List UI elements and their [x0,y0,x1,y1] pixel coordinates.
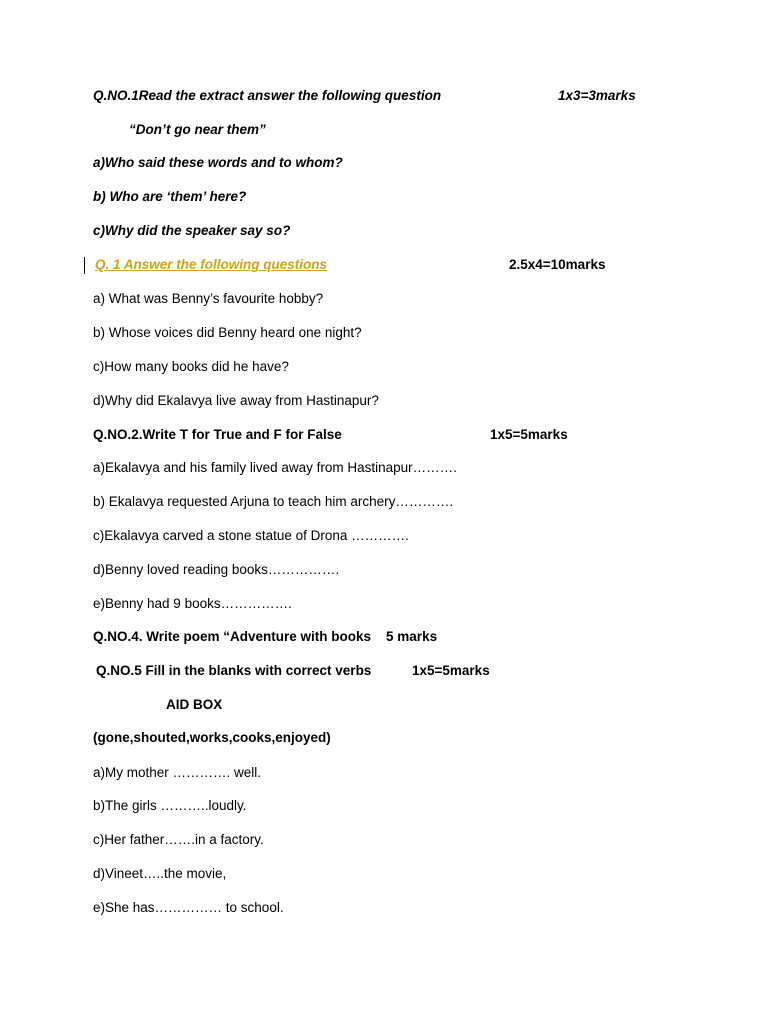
q1b-question-a: a) What was Benny’s favourite hobby? [93,291,324,306]
q1b-question-d: d)Why did Ekalavya live away from Hastinapur? [93,393,379,408]
q5-item-d: d)Vineet…..the movie, [93,866,227,881]
q2-marks: 1x5=5marks [490,427,568,442]
q5-item-e: e)She has…………… to school. [93,900,284,915]
q2-item-a: a)Ekalavya and his family lived away from Hastinapur………. [93,460,457,475]
q1b-marks: 2.5x4=10marks [509,257,606,272]
q1-marks: 1x3=3marks [558,88,636,103]
q1-heading: Q.NO.1Read the extract answer the following question [93,88,442,103]
q2-item-b: b) Ekalavya requested Arjuna to teach him archery…………. [93,494,454,509]
q2-item-d: d)Benny loved reading books……………. [93,562,340,577]
q1-question-b: b) Who are ‘them’ here? [93,189,247,204]
text-cursor [84,257,85,274]
q5-item-c: c)Her father…….in a factory. [93,832,264,847]
q5-item-b: b)The girls ………..loudly. [93,798,247,813]
q1b-question-b: b) Whose voices did Benny heard one night? [93,325,362,340]
q2-item-e: e)Benny had 9 books……………. [93,596,292,611]
q1-quote: “Don’t go near them” [129,122,266,137]
q1-question-c: c)Why did the speaker say so? [93,223,291,238]
q5-heading: Q.NO.5 Fill in the blanks with correct verbs [96,663,372,678]
q1b-question-c: c)How many books did he have? [93,359,289,374]
aid-box-title: AID BOX [166,697,223,712]
q5-marks: 1x5=5marks [412,663,490,678]
q5-item-a: a)My mother …………. well. [93,765,262,780]
q2-heading: Q.NO.2.Write T for True and F for False [93,427,342,442]
aid-box-words: (gone,shouted,works,cooks,enjoyed) [93,730,331,745]
q1-question-a: a)Who said these words and to whom? [93,155,343,170]
q1b-heading: Q. 1 Answer the following questions [95,257,328,272]
q4-heading: Q.NO.4. Write poem “Adventure with books 5 marks [93,629,438,644]
q2-item-c: c)Ekalavya carved a stone statue of Drona …………. [93,528,409,543]
